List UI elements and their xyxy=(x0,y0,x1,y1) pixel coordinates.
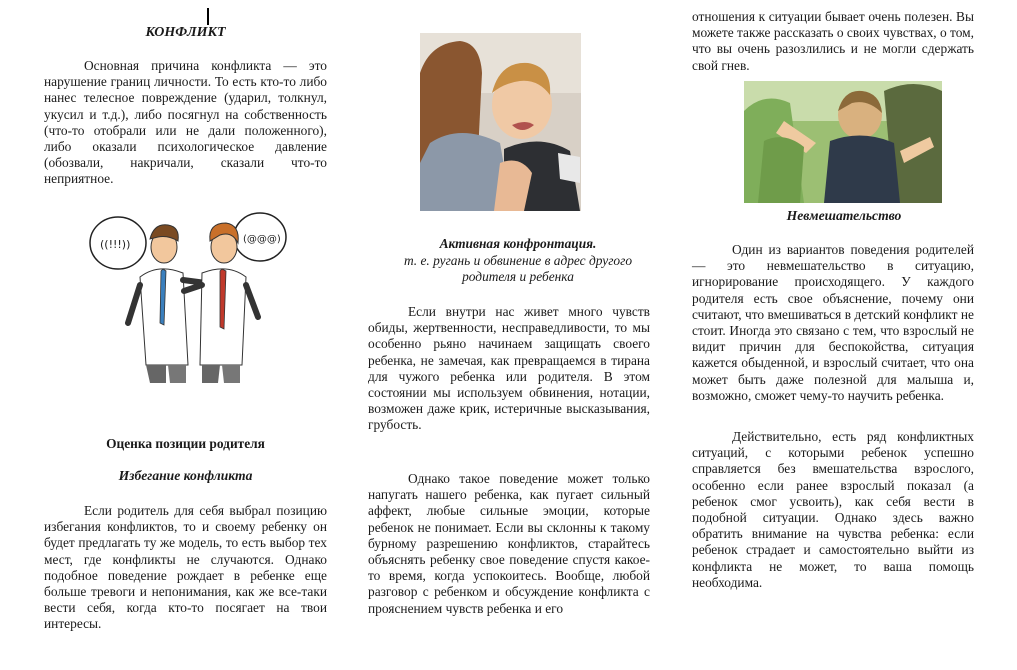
behavior-paragraph: Однако такое поведение может только напугать нашего ребенка, как пугает сильный аффект, любые сильные эмоции, которые ребенок не понимает. Если вы склонны к такому бурному разрешению конфликтов, старайтесь объяснять ребенку свое поведение спустя какое-то время, когда успокоитесь. Вообще, любой разговор с ребенком и обсуждение конфликта с прояснением чувств ребенка и его xyxy=(368,471,650,616)
svg-text:((!!!)): ((!!!)) xyxy=(100,238,131,251)
noninterference-paragraph: Один из вариантов поведения родителей — это невмешательство в ситуацию, игнорирование происходящего. У каждого родителя есть свое объяснение, почему они считают, что вмешиваться в детский конфликт не стоит. Иногда это связано с тем, что взрослый не видит причин для беспокойства, ситуация кажется обыденной, и взрослый считает, что она может быть даже полезной для малыша и, возможно, сможет чему-то научить ребенка. xyxy=(692,242,974,403)
svg-text:(@@@): (@@@) xyxy=(243,234,281,245)
text-cursor xyxy=(207,8,209,25)
fighting-kids-photo xyxy=(744,81,942,203)
crying-child-photo xyxy=(420,33,581,211)
indeed-paragraph: Действительно, есть ряд конфликтных ситуаций, с которыми ребенок успешно справляется без вмешательства взрослого, особенно если ранее взрослый показал (а ребенок смог усвоить), как себя вести в подобной ситуации. Однако здесь важно обратить внимание на чувства ребенка: если ребенок страдает и самостоятельно выйти из конфликта не может, то ваша помощь необходима. xyxy=(692,429,974,590)
caption-title: Активная конфронтация. xyxy=(439,236,597,251)
title-conflict: КОНФЛИКТ xyxy=(145,25,226,40)
subheading-avoidance: Избегание конфликта xyxy=(118,468,253,483)
section-heading: Оценка позиции родителя xyxy=(106,436,265,451)
confrontation-paragraph: Если внутри нас живет много чувств обиды, жертвенности, несправедливости, то мы особенно рьяно начинаем защищать своего ребенка, не замечая, как превращаемся в тирана для чужого ребенка или родителя. В этом состоянии мы используем обвинения, нотации, возможен даже крик, истеричные высказывания, грубость. xyxy=(368,304,650,433)
continuation-text: отношения к ситуации бывает очень полезен. Вы можете также рассказать о своих чувствах, о том, что вы очень разозлились и не могли сдержать свой гнев. xyxy=(692,9,974,73)
caption-subtitle: т. е. ругань и обвинение в адрес другого родителя и ребенка xyxy=(403,253,633,285)
intro-paragraph: Основная причина конфликта — это нарушение границ личности. То есть кто-то либо нанес телесное повреждение (ударил, толкнул, укусил и т.д.), либо посягнул на собственность (что-то отобрали или не дали положенного), либо оказали психологическое давление (обозвали, накричали, сказали что-то неприятное. xyxy=(44,58,327,187)
arguing-men-illustration xyxy=(88,205,288,385)
avoidance-paragraph: Если родитель для себя выбрал позицию избегания конфликтов, то и своему ребенку он будет предлагать ту же модель, то есть выбор тех мест, где конфликты не случаются. Однако подобное поведение рождает в ребенке еще больше тревоги и непонимания, как же все-таки вести себя, когда кто-то посягает на твои интересы. xyxy=(44,503,327,632)
subheading-noninterference: Невмешательство xyxy=(786,208,902,223)
